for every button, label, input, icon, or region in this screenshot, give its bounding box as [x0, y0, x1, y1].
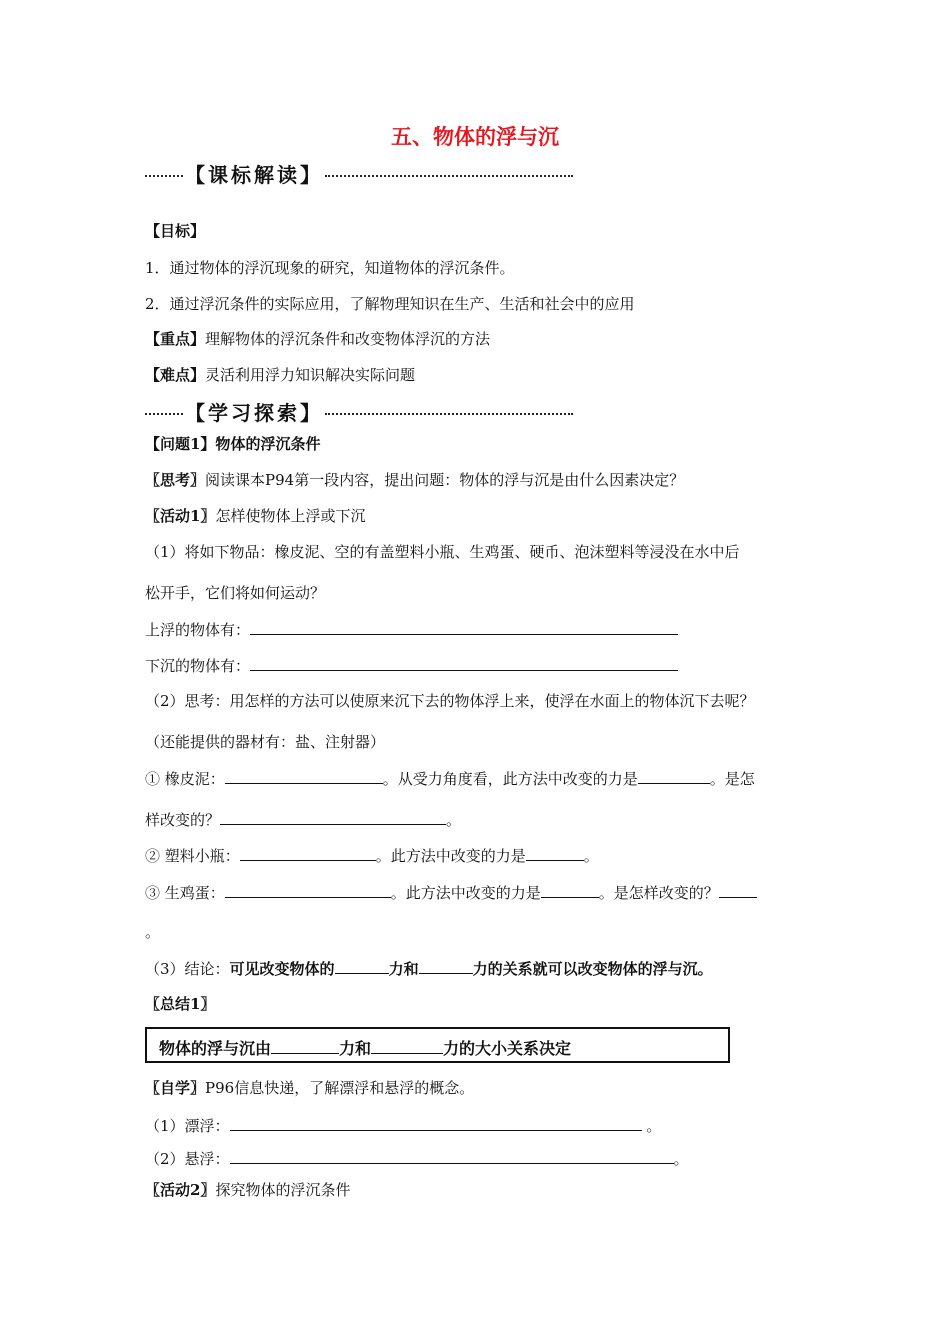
bottle-label: ② 塑料小瓶： — [145, 847, 240, 865]
egg-text: 。此方法中改变的力是 — [390, 884, 541, 902]
section-header-curriculum — [145, 158, 573, 188]
egg-row-end: 。 — [145, 923, 161, 941]
suspended-row — [145, 1148, 689, 1169]
section-header-exploration — [145, 396, 573, 426]
answer-blank[interactable] — [371, 1038, 443, 1054]
step-1-line-2: 松开手，它们将如何运动？ — [145, 584, 326, 602]
answer-blank[interactable] — [271, 1038, 339, 1054]
self-study-text: P96信息快递，了解漂浮和悬浮的概念。 — [205, 1079, 475, 1097]
answer-blank[interactable] — [240, 845, 376, 861]
clay-label: ① 橡皮泥： — [145, 770, 225, 788]
problem-1-heading: 【问题1】物体的浮沉条件 — [145, 435, 321, 453]
activity-1 — [145, 506, 365, 526]
objectives-label: 【目标】 — [145, 222, 206, 240]
dotted-leader-right — [325, 175, 573, 177]
self-study-label: 〖自学〗 — [145, 1079, 206, 1097]
punctuation: 。 — [641, 1117, 662, 1135]
difficulty-label: 【难点】 — [145, 366, 206, 384]
conclusion-prefix: （3）结论： — [145, 960, 230, 978]
suspended-label: （2）悬浮： — [145, 1150, 230, 1168]
answer-blank[interactable] — [638, 768, 710, 784]
section-heading: 【课标解读】 — [185, 162, 323, 187]
float-objects-label: 上浮的物体有： — [145, 621, 251, 639]
summary-text-part: 力和 — [339, 1039, 372, 1058]
key-point-text: 理解物体的浮沉条件和改变物体浮沉的方法 — [205, 330, 491, 348]
answer-blank[interactable] — [419, 958, 473, 974]
sink-objects-row — [145, 655, 678, 676]
answer-blank[interactable] — [250, 619, 678, 635]
objective-item-2: 2．通过浮沉条件的实际应用，了解物理知识在生产、生活和社会中的应用 — [145, 295, 635, 313]
dotted-leader-right — [325, 413, 573, 415]
answer-blank[interactable] — [230, 1115, 642, 1131]
answer-blank[interactable] — [541, 882, 599, 898]
answer-blank[interactable] — [335, 958, 389, 974]
summary-box — [145, 1027, 730, 1063]
bottle-row — [145, 845, 599, 866]
answer-blank[interactable] — [250, 655, 678, 671]
section-heading: 【学习探索】 — [185, 400, 323, 425]
difficulty — [145, 365, 415, 385]
answer-blank[interactable] — [526, 845, 584, 861]
egg-text: 。是怎样改变的？ — [598, 884, 719, 902]
activity-2 — [145, 1180, 350, 1200]
think — [145, 470, 684, 490]
summary-1-label: 〖总结1〗 — [145, 995, 216, 1013]
punctuation: 。 — [673, 1150, 689, 1168]
dotted-leader-left — [145, 175, 183, 177]
step-2-line-1: （2）思考：用怎样的方法可以使原来沉下去的物体浮上来，使浮在水面上的物体沉下去呢？ — [145, 692, 755, 710]
activity-2-label: 〖活动2〗 — [145, 1181, 216, 1199]
clay-text: 。是怎 — [709, 770, 755, 788]
floating-row — [145, 1115, 661, 1136]
answer-blank[interactable] — [719, 882, 757, 898]
summary-text-part: 力的大小关系决定 — [443, 1039, 572, 1058]
activity-1-label: 〖活动1〗 — [145, 507, 216, 525]
clay-row — [145, 768, 755, 789]
answer-blank[interactable] — [230, 1148, 674, 1164]
activity-1-text: 怎样使物体上浮或下沉 — [215, 507, 366, 525]
answer-blank[interactable] — [225, 882, 391, 898]
key-point-label: 【重点】 — [145, 330, 206, 348]
clay-row-2 — [145, 809, 461, 830]
objective-item-1: 1．通过物体的浮沉现象的研究，知道物体的浮沉条件。 — [145, 259, 515, 277]
punctuation: 。 — [583, 847, 599, 865]
clay-question: 样改变的？ — [145, 811, 221, 829]
conclusion-text: 力的关系就可以改变物体的浮与沉。 — [472, 960, 713, 978]
bottle-text: 。此方法中改变的力是 — [375, 847, 526, 865]
conclusion-text: 力和 — [388, 960, 419, 978]
key-point — [145, 329, 490, 349]
conclusion-row — [145, 958, 713, 979]
summary-text — [159, 1036, 571, 1059]
egg-label: ③ 生鸡蛋： — [145, 884, 225, 902]
dotted-leader-left — [145, 413, 183, 415]
think-label: 〖思考〗 — [145, 471, 206, 489]
float-objects-row — [145, 619, 678, 640]
floating-label: （1）漂浮： — [145, 1117, 230, 1135]
activity-2-text: 探究物体的浮沉条件 — [215, 1181, 351, 1199]
clay-text: 。从受力角度看，此方法中改变的力是 — [382, 770, 638, 788]
punctuation: 。 — [446, 811, 462, 829]
summary-text-part: 物体的浮与沉由 — [159, 1039, 272, 1058]
self-study — [145, 1078, 474, 1098]
answer-blank[interactable] — [225, 768, 383, 784]
think-text: 阅读课本P94第一段内容，提出问题：物体的浮与沉是由什么因素决定？ — [205, 471, 685, 489]
step-2-line-2: （还能提供的器材有：盐、注射器） — [145, 733, 386, 751]
page-title: 五、物体的浮与沉 — [391, 124, 559, 149]
difficulty-text: 灵活利用浮力知识解决实际问题 — [205, 366, 416, 384]
step-1-line-1: （1）将如下物品：橡皮泥、空的有盖塑料小瓶、生鸡蛋、硬币、泡沫塑料等浸没在水中后 — [145, 543, 740, 561]
answer-blank[interactable] — [220, 809, 446, 825]
egg-row — [145, 882, 757, 903]
conclusion-text: 可见改变物体的 — [229, 960, 335, 978]
sink-objects-label: 下沉的物体有： — [145, 657, 251, 675]
